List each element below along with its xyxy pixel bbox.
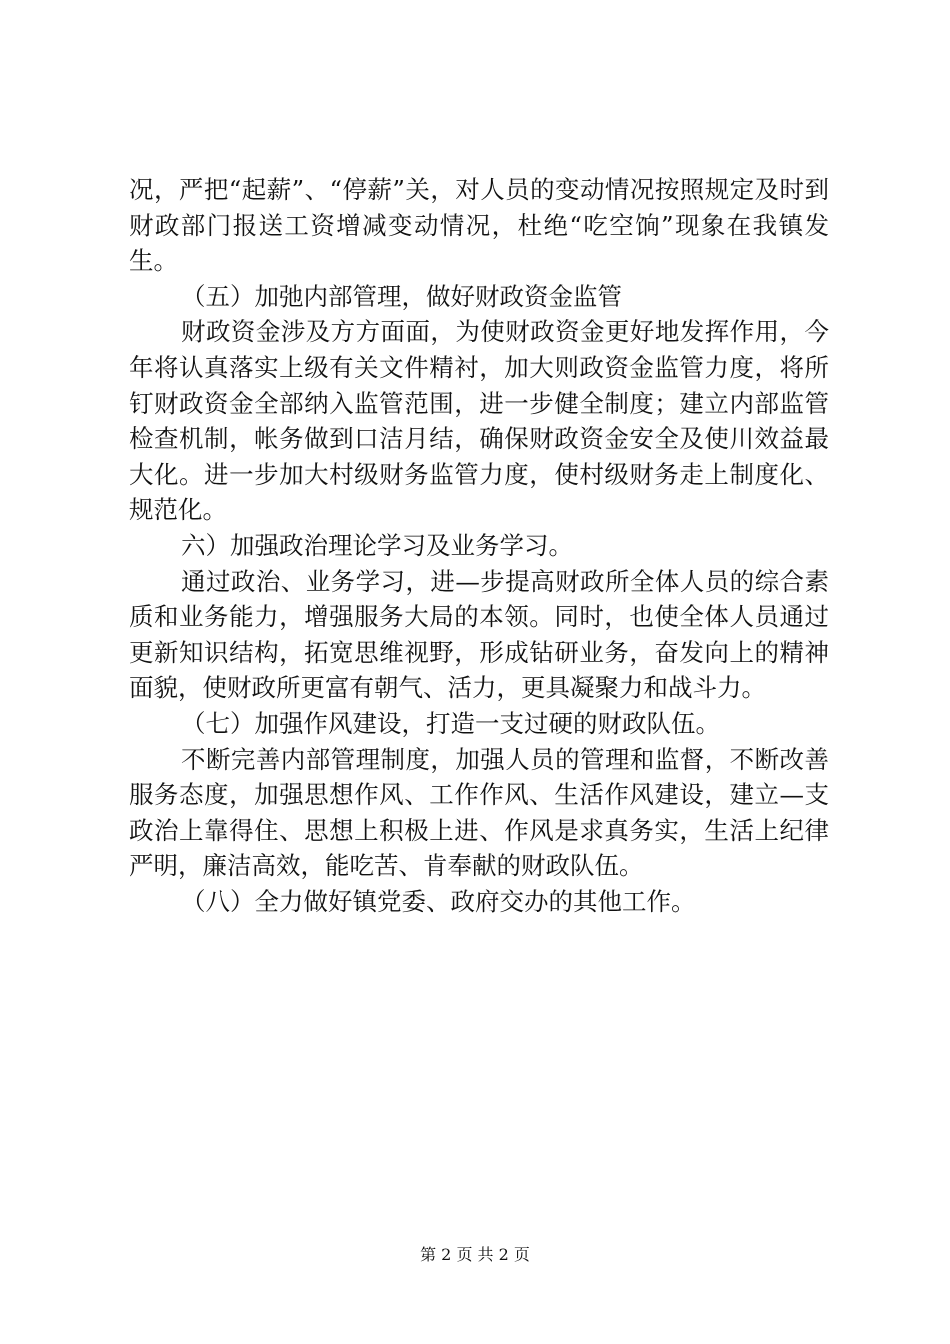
paragraph-continuation: 况，严把“起薪”、“停薪”关，对人员的变动情况按照规定及时到财政部门报送工资增减变动情况，杜绝“吃空饷”现象在我镇发生。 (129, 175, 829, 276)
paragraph-fund-supervision: 财政资金涉及方方面面，为使财政资金更好地发挥作用，今年将认真落实上级有关文件精衬，加大则政资金监管力度，将所钉财政资金全部纳入监管范围，进一步健全制度；建立内部监管检查机制，帐务做到口洁月结，确保财政资金安全及使川效益最大化。进一步加大村级财务监管力度，使村级财务走上制度化、规范化。 (129, 317, 829, 525)
document-body (129, 172, 829, 919)
section-heading-six: 六）加强政治理论学习及业务学习。 (181, 530, 573, 560)
section-heading-five: （五）加弛内部管理，做好财政资金监管 (181, 281, 622, 311)
paragraph-study: 通过政治、业务学习，进—步提高财政所全体人员的综合素质和业务能力，增强服务大局的本领。同时，也使全体人员通过更新知识结构，拓宽思维视野，形成钻研业务，奋发向上的精神面貌，使财政所更富有朝气、活力，更具凝聚力和战斗力。 (129, 566, 829, 703)
page-number-footer: 第 2 页 共 2 页 (420, 1245, 530, 1264)
section-heading-seven: （七）加强作风建设，打造一支过硬的财政队伍。 (181, 708, 720, 738)
section-heading-eight: （八）全力做好镇党委、政府交办的其他工作。 (181, 886, 696, 916)
paragraph-workstyle: 不断完善内部管理制度，加强人员的管理和监督，不断改善服务态度，加强思想作风、工作作风、生活作风建设，建立—支政治上靠得住、思想上积极上进、作风是求真务实，生活上纪律严明，廉洁高效，能吃苦、肯奉献的财政队伍。 (129, 744, 829, 881)
